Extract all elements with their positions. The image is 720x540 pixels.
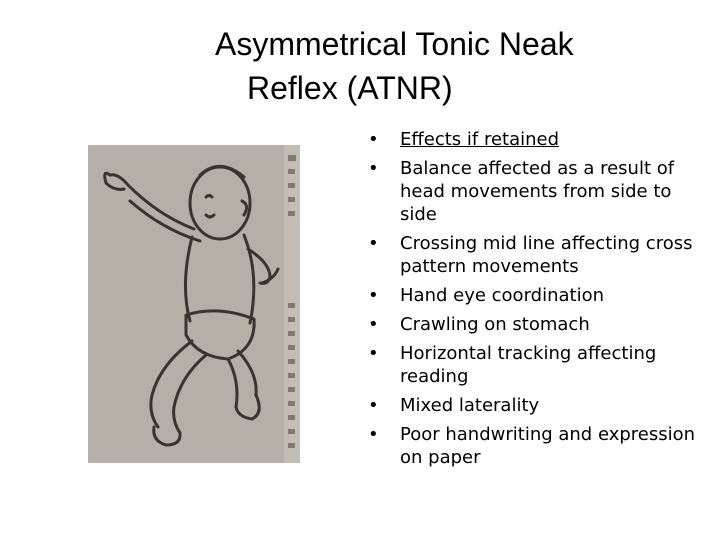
baby-atnr-illustration-icon — [88, 145, 300, 463]
bullet-glyph: • — [368, 285, 379, 306]
bullet-text: Balance affected as a result of head movements from side to side — [400, 158, 675, 225]
title-line-1: Asymmetrical Tonic Neak — [215, 26, 574, 62]
bullet-glyph: • — [368, 343, 379, 364]
bullet-item — [366, 394, 706, 417]
slide-title — [215, 22, 685, 110]
bullet-item — [366, 342, 706, 388]
bullet-glyph: • — [368, 314, 379, 335]
bullet-glyph: • — [368, 129, 379, 150]
bullet-text: Hand eye coordination — [400, 285, 604, 306]
bullet-item — [366, 128, 706, 151]
bullet-glyph: • — [368, 395, 379, 416]
bullet-item — [366, 232, 706, 278]
bullet-text: Crossing mid line affecting cross pattern movements — [400, 233, 693, 277]
bullet-item — [366, 284, 706, 307]
bullet-text: Poor handwriting and expression on paper — [400, 424, 696, 468]
bullet-glyph: • — [368, 233, 379, 254]
title-line-2: Reflex (ATNR) — [247, 70, 453, 106]
bullet-glyph: • — [368, 158, 379, 179]
bullet-text: Horizontal tracking affecting reading — [400, 343, 657, 387]
bullet-text: Crawling on stomach — [400, 314, 590, 335]
bullet-list — [366, 128, 706, 475]
bullet-item — [366, 157, 706, 226]
baby-atnr-photo — [88, 145, 300, 463]
bullet-text: Mixed laterality — [400, 395, 540, 416]
bullet-item — [366, 313, 706, 336]
bullet-text: Effects if retained — [400, 129, 560, 150]
bullet-glyph: • — [368, 424, 379, 445]
bullet-item — [366, 423, 706, 469]
